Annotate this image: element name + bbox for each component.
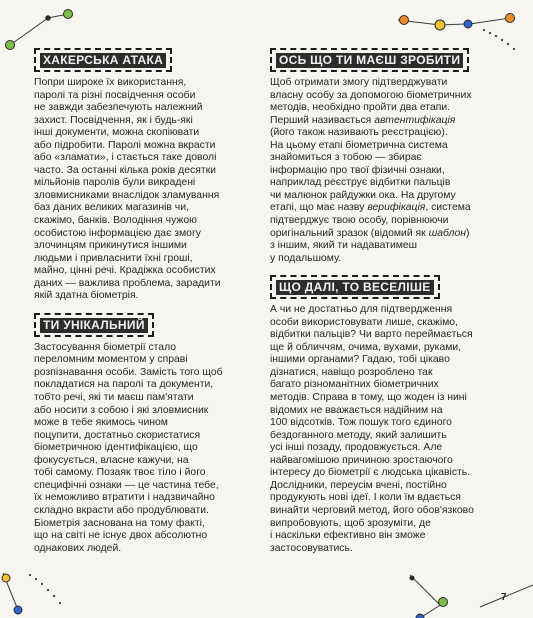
heading-hacker-attack: ХАКЕРСЬКА АТАКА [40, 53, 166, 68]
term-template: шаблон [428, 227, 466, 239]
heading-what-to-do: ОСЬ ЩО ТИ МАЄШ ЗРОБИТИ [276, 53, 463, 68]
text-run: , система підтверджує твою особу, порівнюючи оригінальний зразок (відомий як [270, 202, 471, 239]
text-run: (його також називають реєстрацією). На цьому етапі біометрична система знайомиться з тобою — збирає інформацію про твої фізичні ознаки, наприклад реєструє відбитки пальців чи малюнок райдужки ока. На другому етапі, що має назву [270, 127, 456, 214]
right-column [270, 46, 492, 563]
yellow-node-icon [435, 20, 445, 30]
term-authentication: автентифікація [374, 114, 456, 126]
heading-you-are-unique: ТИ УНІКАЛЬНИЙ [40, 318, 148, 333]
heading-more-fun: ЩО ДАЛІ, ТО ВЕСЕЛІШЕ [276, 280, 434, 295]
paragraph-what-to-do [270, 77, 492, 265]
paragraph-you-are-unique: Застосування біометрії стало переломним моментом у справі розпізнавання особи. Замість того щоб покладатися на паролі та документи, тобто речі, які ти маєш пам'ятати або носити з собою і які зловмисник може в тебе якимось чином поцупити, достатньо скористатися біометричною ідентифікацією, що фокусується, власне кажучи, на тобі самому. Позаяк твоє тіло і його специфічні ознаки — це частина тебе, їх неможливо втратити і надзвичайно складно вкрасти або продублювати. Біометрія заснована на тому факті, що на світі не існує двох абсолютно однакових людей. [34, 341, 223, 554]
green-node-icon [6, 41, 15, 50]
blue-node-icon [464, 20, 472, 28]
left-column [34, 46, 248, 563]
page-number: 7 [501, 592, 507, 603]
paragraph-hacker-attack: Попри широке їх використання, паролі та різні посвідчення особи не завжди забезпечують належний захист. Посвідчення, як і будь-які інші документи, можна скопіювати або підробити. Паролі можна вкрасти або «зламати», і стається таке доволі часто. За останні кілька років десятки мільйонів паролів були викрадені зловмисниками внаслідок зламування баз даних великих магазинів чи, скажімо, банків. Володіння чужою особистою інформацією дає змогу злочинцям прикинутися іншими людьми і привласнити їхні гроші, майно, цінні речі. Крадіжка особистих даних — важлива проблема, зарадити якій здатна біометрія. [34, 77, 221, 302]
paragraph-more-fun: А чи не достатньо для підтвердження особи використовувати лише, скажімо, відбитки пальців? Чи варто переймається ще й обличчям, очима, вухами, руками, іншими органами? Гадаю, тобі цікаво дізнатися, навіщо розроблено так багато різноманітних біометричних методів. Справа в тому, що жоден із нині відомих не вважається надійним на 100 відсотків. Тож пошук того єдиного бездоганного методу, який залишить усі інші позаду, продовжується. Але найвагомішою причиною зростаючого інтересу до біометрії є людська цікавість. Дослідники, переусім вчені, постійно продукують нові ідеї. І коли їм вдається винайти черговий метод, його обов'язково випробовують, щоб зрозуміти, де і наскільки ефективно він зможе застосовуватись. [270, 304, 474, 554]
section-heading [270, 275, 440, 299]
orange-node-icon [400, 16, 409, 25]
section-heading [34, 48, 172, 72]
section-heading [34, 313, 154, 337]
section-heading [270, 48, 469, 72]
text-run: Щоб отримати змогу підтверджувати власну особу за допомогою біометричних методів, необхідно пройти два етапи. Перший називається [270, 77, 472, 126]
text-run: ) з іншим, який ти надаватимеш у подальшому. [270, 227, 470, 264]
term-verification: верифікація [367, 202, 426, 214]
